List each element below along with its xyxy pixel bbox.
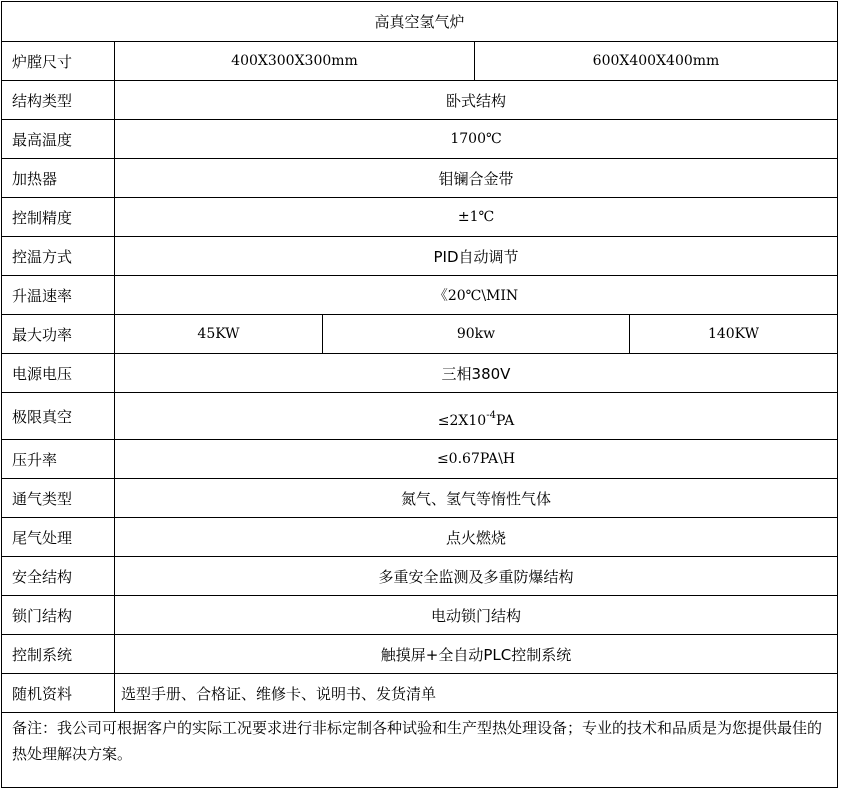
ultimate-vacuum-unit: PA bbox=[495, 413, 515, 429]
table-row bbox=[2, 440, 838, 479]
max-temp-value: 1700℃ bbox=[115, 120, 838, 159]
row-label-control-system: 控制系统 bbox=[2, 635, 115, 674]
row-label-max-power: 最大功率 bbox=[2, 315, 115, 354]
max-power-value-2: 90kw bbox=[323, 315, 630, 354]
pressure-rise-rate-value: ≤0.67PA\H bbox=[115, 440, 838, 479]
table-row bbox=[2, 276, 838, 315]
row-label-temp-control-mode: 控温方式 bbox=[2, 237, 115, 276]
table-row bbox=[2, 557, 838, 596]
control-precision-value: ±1℃ bbox=[115, 198, 838, 237]
table-row bbox=[2, 354, 838, 393]
heater-value: 钼镧合金带 bbox=[115, 159, 838, 198]
structure-type-value: 卧式结构 bbox=[115, 81, 838, 120]
row-label-heating-rate: 升温速率 bbox=[2, 276, 115, 315]
row-label-chamber-size: 炉膛尺寸 bbox=[2, 42, 115, 81]
table-row bbox=[2, 596, 838, 635]
spec-table bbox=[1, 1, 838, 788]
table-row bbox=[2, 198, 838, 237]
row-label-pressure-rise-rate: 压升率 bbox=[2, 440, 115, 479]
max-power-value-3: 140KW bbox=[630, 315, 838, 354]
door-lock-value: 电动锁门结构 bbox=[115, 596, 838, 635]
row-label-gas-type: 通气类型 bbox=[2, 479, 115, 518]
row-label-documents: 随机资料 bbox=[2, 674, 115, 713]
ultimate-vacuum-expression bbox=[437, 410, 515, 429]
ultimate-vacuum-prefix: ≤2X10 bbox=[437, 413, 487, 429]
chamber-size-value-2: 600X400X400mm bbox=[475, 42, 838, 81]
note-row bbox=[2, 713, 838, 788]
gas-type-value: 氮气、氢气等惰性气体 bbox=[115, 479, 838, 518]
row-label-power-supply: 电源电压 bbox=[2, 354, 115, 393]
temp-control-mode-value: PID自动调节 bbox=[115, 237, 838, 276]
row-label-heater: 加热器 bbox=[2, 159, 115, 198]
table-row bbox=[2, 159, 838, 198]
safety-structure-value: 多重安全监测及多重防爆结构 bbox=[115, 557, 838, 596]
table-row bbox=[2, 479, 838, 518]
row-label-max-temp: 最高温度 bbox=[2, 120, 115, 159]
table-row bbox=[2, 315, 838, 354]
note-text: 备注：我公司可根据客户的实际工况要求进行非标定制各种试验和生产型热处理设备；专业的技术和品质是为您提供最佳的热处理解决方案。 bbox=[2, 713, 838, 788]
table-row bbox=[2, 120, 838, 159]
row-label-control-precision: 控制精度 bbox=[2, 198, 115, 237]
documents-value: 选型手册、合格证、维修卡、说明书、发货清单 bbox=[115, 674, 838, 713]
table-row bbox=[2, 42, 838, 81]
table-row bbox=[2, 635, 838, 674]
chamber-size-value-1: 400X300X300mm bbox=[115, 42, 475, 81]
power-supply-value: 三相380V bbox=[115, 354, 838, 393]
table-row bbox=[2, 237, 838, 276]
heating-rate-value: 《20℃\MIN bbox=[115, 276, 838, 315]
table-title-row bbox=[2, 2, 838, 42]
table-title: 高真空氢气炉 bbox=[2, 2, 838, 42]
exhaust-treatment-value: 点火燃烧 bbox=[115, 518, 838, 557]
table-row bbox=[2, 674, 838, 713]
table-row bbox=[2, 518, 838, 557]
ultimate-vacuum-exponent: -4 bbox=[486, 410, 496, 421]
row-label-structure-type: 结构类型 bbox=[2, 81, 115, 120]
control-system-value: 触摸屏+全自动PLC控制系统 bbox=[115, 635, 838, 674]
row-label-safety-structure: 安全结构 bbox=[2, 557, 115, 596]
row-label-door-lock: 锁门结构 bbox=[2, 596, 115, 635]
row-label-exhaust-treatment: 尾气处理 bbox=[2, 518, 115, 557]
max-power-value-1: 45KW bbox=[115, 315, 323, 354]
table-row bbox=[2, 81, 838, 120]
table-row bbox=[2, 393, 838, 440]
row-label-ultimate-vacuum: 极限真空 bbox=[2, 393, 115, 440]
ultimate-vacuum-value bbox=[115, 393, 838, 440]
